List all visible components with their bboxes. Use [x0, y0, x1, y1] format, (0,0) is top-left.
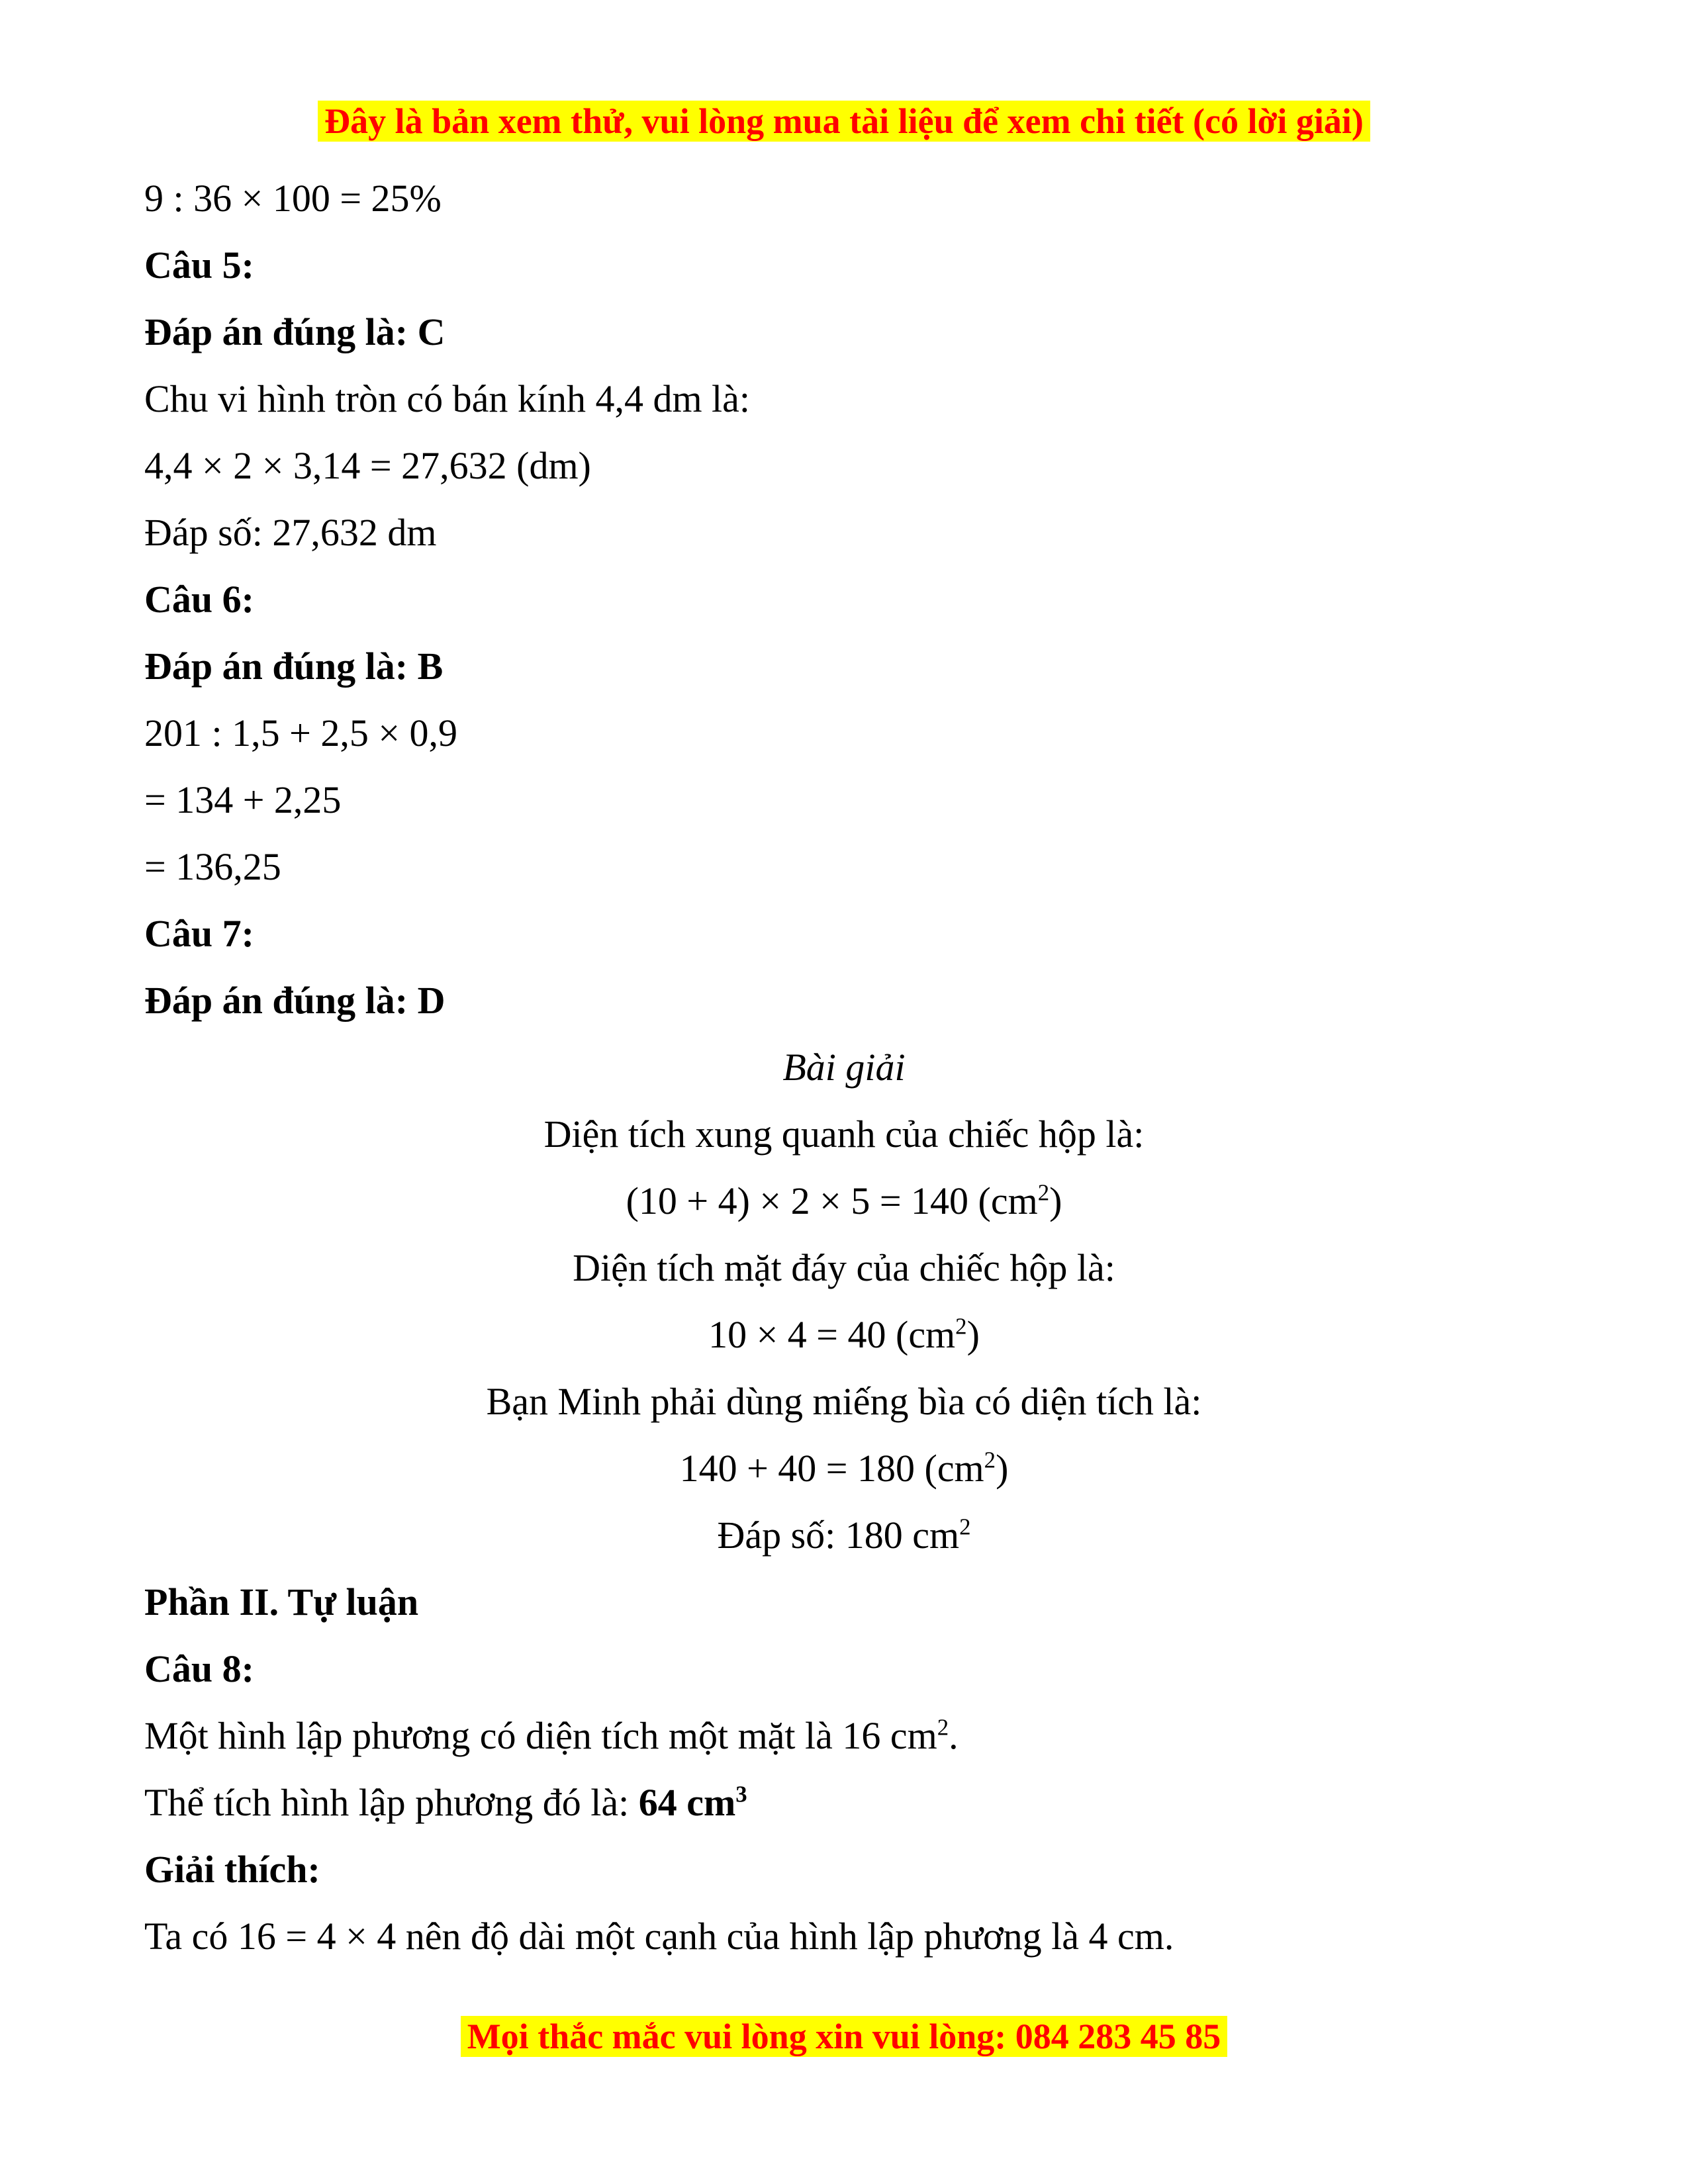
- paragraph-line: [144, 499, 1544, 566]
- text-segment: Ta có 16 = 4 × 4 nên độ dài một cạnh của hình lập phương là 4 cm.: [144, 1915, 1174, 1958]
- text-segment: Thể tích hình lập phương đó là:: [144, 1781, 639, 1824]
- text-segment: Giải thích:: [144, 1848, 320, 1891]
- paragraph-line: [144, 1903, 1544, 1970]
- text-segment: Bạn Minh phải dùng miếng bìa có diện tích là:: [486, 1380, 1202, 1423]
- paragraph-line: [144, 1569, 1544, 1635]
- text-segment: Đáp số: 180 cm: [717, 1514, 960, 1557]
- paragraph-line: [144, 1234, 1544, 1301]
- paragraph-line: [144, 432, 1544, 499]
- text-segment: 64 cm: [638, 1781, 736, 1824]
- text-segment: Diện tích mặt đáy của chiếc hộp là:: [573, 1246, 1115, 1289]
- paragraph-line: [144, 967, 1544, 1034]
- text-segment: 2: [955, 1313, 967, 1340]
- bottom-banner: [0, 2013, 1688, 2058]
- text-segment: 2: [937, 1714, 949, 1741]
- paragraph-line: [144, 766, 1544, 833]
- paragraph-line: [144, 1368, 1544, 1435]
- text-segment: 9 : 36 × 100 = 25%: [144, 177, 442, 220]
- text-segment: 2: [984, 1447, 996, 1473]
- text-segment: Câu 6:: [144, 578, 254, 621]
- text-segment: 140 + 40 = 180 (cm: [679, 1447, 984, 1490]
- paragraph-line: [144, 1836, 1544, 1903]
- paragraph-line: [144, 900, 1544, 967]
- text-segment: Bài giải: [782, 1046, 906, 1089]
- paragraph-line: [144, 633, 1544, 700]
- paragraph-line: [144, 365, 1544, 432]
- paragraph-line: [144, 1167, 1544, 1234]
- paragraph-line: [144, 700, 1544, 766]
- text-segment: 3: [735, 1781, 747, 1807]
- text-segment: 201 : 1,5 + 2,5 × 0,9: [144, 711, 458, 754]
- paragraph-line: [144, 1502, 1544, 1569]
- text-segment: = 136,25: [144, 845, 281, 888]
- top-banner: [0, 0, 1688, 142]
- text-segment: Đáp án đúng là: B: [144, 645, 444, 688]
- paragraph-line: [144, 1435, 1544, 1502]
- paragraph-line: [144, 1769, 1544, 1836]
- paragraph-line: [144, 298, 1544, 365]
- bottom-banner-text: Mọi thắc mắc vui lòng xin vui lòng: 084 283 45 85: [461, 2016, 1228, 2057]
- paragraph-line: [144, 566, 1544, 633]
- text-segment: Phần II. Tự luận: [144, 1580, 419, 1623]
- text-segment: (10 + 4) × 2 × 5 = 140 (cm: [626, 1179, 1038, 1222]
- text-segment: ): [996, 1447, 1009, 1490]
- text-segment: 2: [959, 1514, 971, 1540]
- text-segment: Đáp án đúng là: C: [144, 310, 445, 353]
- paragraph-line: [144, 1034, 1544, 1101]
- text-segment: Đáp án đúng là: D: [144, 979, 445, 1022]
- paragraph-line: [144, 165, 1544, 232]
- paragraph-line: [144, 1635, 1544, 1702]
- top-banner-text: Đây là bản xem thử, vui lòng mua tài liệu để xem chi tiết (có lời giải): [318, 101, 1370, 142]
- text-segment: ): [1049, 1179, 1062, 1222]
- paragraph-line: [144, 1702, 1544, 1769]
- text-segment: 10 × 4 = 40 (cm: [708, 1313, 956, 1356]
- text-segment: Câu 7:: [144, 912, 254, 955]
- text-segment: ): [966, 1313, 980, 1356]
- text-segment: Một hình lập phương có diện tích một mặt là 16 cm: [144, 1714, 937, 1757]
- text-segment: Chu vi hình tròn có bán kính 4,4 dm là:: [144, 377, 751, 420]
- text-segment: Câu 5:: [144, 244, 254, 287]
- text-segment: Đáp số: 27,632 dm: [144, 511, 437, 554]
- text-segment: Diện tích xung quanh của chiếc hộp là:: [543, 1113, 1145, 1156]
- paragraph-line: [144, 1301, 1544, 1368]
- text-segment: 4,4 × 2 × 3,14 = 27,632 (dm): [144, 444, 591, 487]
- paragraph-line: [144, 232, 1544, 298]
- text-segment: .: [949, 1714, 959, 1757]
- paragraph-line: [144, 833, 1544, 900]
- document-content: [0, 165, 1688, 1970]
- text-segment: Câu 8:: [144, 1647, 254, 1690]
- text-segment: 2: [1037, 1179, 1050, 1206]
- paragraph-line: [144, 1101, 1544, 1167]
- text-segment: = 134 + 2,25: [144, 778, 342, 821]
